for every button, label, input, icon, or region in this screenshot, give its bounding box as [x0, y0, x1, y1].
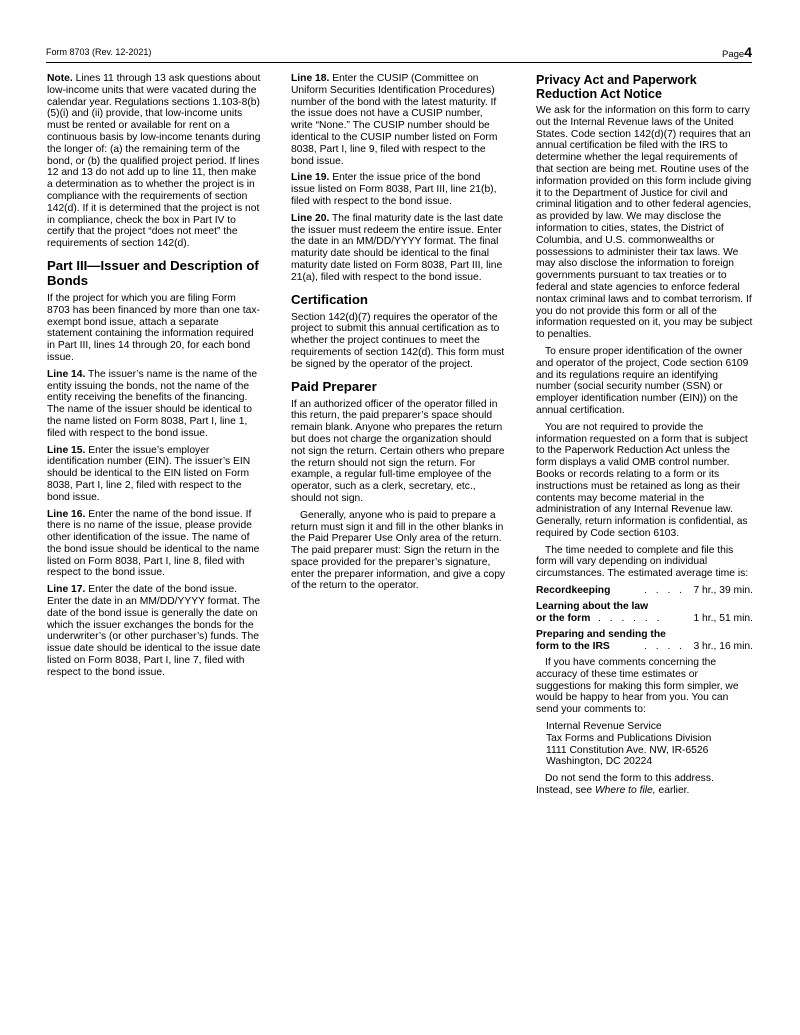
time-recordkeeping-label: Recordkeeping — [536, 585, 611, 597]
time-learning — [536, 601, 753, 625]
note-text: Lines 11 through 13 ask questions about low-income units that were vacated during the calendar year. Regulations sections 1.103-8(b)(5)(i) and (ii) provide, that low-income units must be rented or available for rent on a continuous basis by low-income tenants during the longer of: (a) the remaining term of the bond, or (b) the qualified project period. If lines 12 and 13 do not add up to line 11, then make a determination as to whether the project is in compliance with the requirements of section 142(d). If it is determined that the project is not in compliance, check the box in Part IV to certify that the project “does not meet” the requirements of section 142(d). — [47, 73, 261, 250]
line16-paragraph — [47, 509, 261, 580]
paid-preparer-heading: Paid Preparer — [291, 378, 377, 394]
line18-paragraph — [291, 73, 506, 167]
paid-preparer-text1: If an authorized officer of the operator filled in this return, the paid preparer’s space should remain blank. Anyone who prepares the return but does not charge the organization should not sign the return. Certain others who prepare the return should not sign the return. For example, a regular full-time employee of the operator, such as a clerk, secretary, etc., should not sign. — [291, 398, 505, 504]
line20-text: The final maturity date is the last date the issuer must redeem the entire issue. Enter the date in an MM/DD/YYYY format. The final maturity date should be identical to the final maturity date listed on Form 8038, Part III, line 21(a), filed with respect to the bond issue. — [291, 212, 504, 283]
line14-label: Line 14. — [47, 368, 86, 380]
time-preparing-value: 3 hr., 16 min. — [693, 641, 753, 653]
line17-label: Line 17. — [47, 584, 86, 596]
time-preparing — [536, 629, 753, 653]
line18-text: Enter the CUSIP (Committee on Uniform Securities Identification Procedures) number of the bond with the latest maturity. If the issue does not have a CUSIP number, write “None.” The CUSIP number should be identical to the CUSIP number listed on Form 8038, Part I, line 9, filed with respect to the bond issue. — [291, 73, 498, 167]
line17-text: Enter the date of the bond issue. Enter the date in an MM/DD/YYYY format. The date of the bond issue is generally the date on which the issuer exchanges the bonds for the underwriter’s (or other purchaser’s) funds. The issue date should be identical to the issue date listed on Form 8038, Part I, line 7, filed with respect to the bond issue. — [47, 584, 261, 678]
line17-paragraph — [47, 584, 261, 678]
do-not-send-end: earlier. — [655, 785, 690, 797]
note-label: Note. — [47, 73, 73, 84]
page-number-value: 4 — [744, 44, 752, 60]
time-preparing-leader: . . . . — [644, 641, 686, 653]
line18-label: Line 18. — [291, 73, 330, 84]
time-learning-label-1: Learning about the law — [536, 601, 649, 613]
column-left — [47, 73, 261, 684]
time-learning-leader: . . . . . . — [598, 613, 663, 625]
line19-text: Enter the issue price of the bond issue listed on Form 8038, Part III, line 21(b), filed with respect to the bond issue. — [291, 172, 497, 207]
privacy-paragraph-3: You are not required to provide the information requested on a form that is subject to the Paperwork Reduction Act unless the form displays a valid OMB control number. Books or records relating to a form or its instructions must be retained as long as their contents may become material in the administration of any Internal Revenue law. Generally, return information is confidential, as required by Code section 6103. — [536, 421, 748, 539]
privacy-paragraph-2: To ensure proper identification of the owner and operator of the project, Code section 6109 and its regulations require an identifying number (social security number (SSN) or employer identification number (EIN)) on the annual certification. — [536, 345, 749, 416]
column-middle — [291, 73, 506, 597]
line20-paragraph — [291, 213, 506, 284]
page-number — [722, 44, 752, 60]
line15-paragraph — [47, 445, 261, 504]
note-paragraph — [47, 73, 261, 250]
comments-paragraph: If you have comments concerning the accuracy of these time estimates or suggestions for making this form simpler, we would be happy to hear from you. You can send your comments to: — [536, 657, 739, 716]
time-preparing-label-2: form to the IRS — [536, 641, 610, 653]
time-recordkeeping — [536, 585, 753, 597]
page-header — [46, 44, 752, 63]
address-line-2: Tax Forms and Publications Division — [546, 732, 712, 744]
certification-text: Section 142(d)(7) requires the operator of the project to submit this annual certification as to whether the project continues to meet the requirements of section 142(d). This form must be signed by the operator of the project. — [291, 311, 505, 370]
line19-label: Line 19. — [291, 172, 330, 184]
column-right — [536, 73, 753, 802]
line20-label: Line 20. — [291, 212, 330, 224]
address-line-1: Internal Revenue Service — [546, 721, 662, 733]
line14-paragraph — [47, 369, 261, 440]
time-recordkeeping-value: 7 hr., 39 min. — [693, 585, 753, 597]
line14-text: The issuer’s name is the name of the entity issuing the bonds, not the name of the entity receiving the benefits of the financing. The name of the issuer should be identical to the name listed on Form 8038, Part I, line 1, filed with respect to the bond issue. — [47, 368, 258, 439]
line19-paragraph — [291, 172, 506, 207]
where-to-file-reference: Where to file, — [594, 785, 656, 797]
address-line-3: 1111 Constitution Ave. NW, IR-6526 — [546, 744, 709, 756]
time-learning-value: 1 hr., 51 min. — [693, 613, 753, 625]
part3-intro: If the project for which you are filing Form 8703 has been financed by more than one tax-exempt bond issue, attach a separate statement containing the information required in Part III, lines 14 through 20, for each bond issue. — [47, 292, 260, 363]
time-preparing-label-1: Preparing and sending the — [536, 629, 666, 641]
do-not-send-paragraph — [536, 773, 753, 797]
part3-heading: Part III—Issuer and Description of Bonds — [47, 257, 259, 288]
privacy-heading: Privacy Act and Paperwork Reduction Act Notice — [536, 73, 697, 101]
form-identifier: Form 8703 (Rev. 12-2021) — [46, 47, 152, 57]
paid-preparer-text2: Generally, anyone who is paid to prepare a return must sign it and fill in the other blanks in the Paid Preparer Use Only area of the return. The paid preparer must: Sign the return in the space provided for the preparer’s signature, enter the preparer information, and give a copy of the return to the operator. — [291, 509, 506, 592]
address-line-4: Washington, DC 20224 — [546, 756, 653, 768]
mailing-address — [546, 721, 753, 768]
line16-label: Line 16. — [47, 508, 86, 520]
line16-text: Enter the name of the bond issue. If there is no name of the issue, please provide other identification of the issue. The name of the bond issue should be identical to the name listed on Form 8038, Part I, line 8, filed with respect to the bond issue. — [47, 508, 260, 579]
time-recordkeeping-leader: . . . . — [644, 585, 686, 597]
time-learning-label-2: or the form — [536, 613, 591, 625]
privacy-paragraph-4: The time needed to complete and file this form will vary depending on individual circumstances. The estimated average time is: — [536, 544, 749, 580]
certification-heading: Certification — [291, 291, 368, 307]
line15-label: Line 15. — [47, 444, 86, 456]
privacy-paragraph-1: We ask for the information on this form to carry out the Internal Revenue laws of the United States. Code section 142(d)(7) requires that an annual certification be filed with the IRS to determine whether the legal requirements of that section are being met. Routine uses of the information provided on this form include giving it to the Department of Justice for civil and criminal litigation and to other federal agencies, as provided by law. We may disclose the information to cities, states, the District of Columbia, and U.S. commonwealths or possessions to administer their tax laws. We may also disclose the information to foreign governments pursuant to tax treaties or to federal and state agencies to enforce federal nontax criminal laws and to combat terrorism. If you do not provide this form or all of the information requested on it, you may be subject to penalties. — [536, 105, 753, 341]
page-label: Page — [722, 49, 745, 60]
do-not-send-text: Do not send the form to this address. Instead, see — [536, 773, 714, 797]
line15-text: Enter the issue’s employer identification number (EIN). The issuer’s EIN should be identical to the EIN listed on Form 8038, Part I, line 2, filed with respect to the bond issue. — [47, 444, 251, 503]
